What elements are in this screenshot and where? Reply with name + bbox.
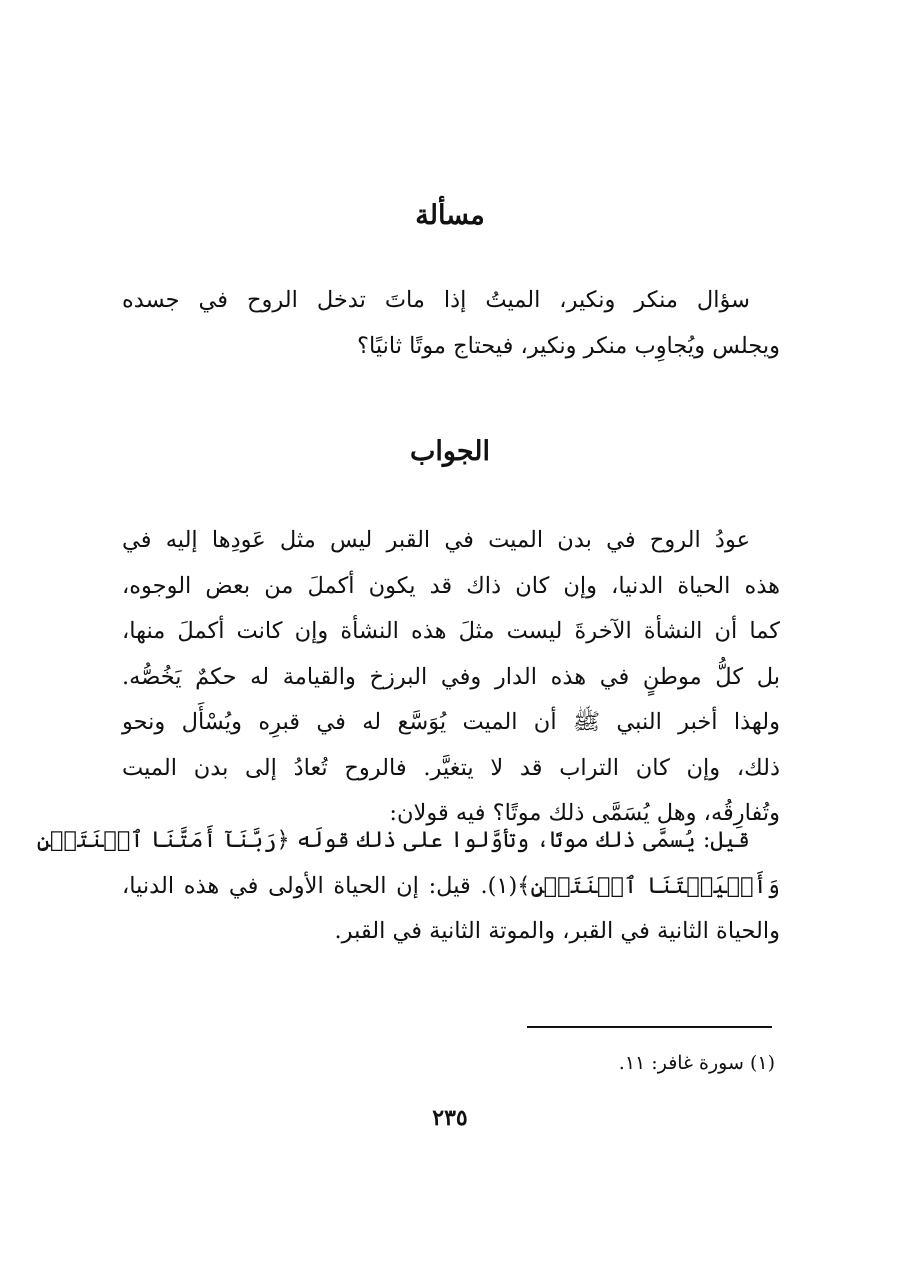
footnote: (١) سورة غافر: ١١. bbox=[618, 1052, 775, 1074]
answer-heading: الجواب bbox=[409, 436, 491, 467]
opinion-paragraph bbox=[36, 818, 780, 955]
footnote-separator bbox=[527, 1026, 772, 1028]
answer-paragraph bbox=[122, 518, 780, 837]
question-line: ويجلس ويُجاوِب منكر ونكير، فيحتاج موتًا ثانيًا؟ bbox=[357, 332, 780, 359]
answer-line: ولهذا أخبر النبي ﷺ أن الميت يُوَسَّع له في قبرِه ويُسْأَل ونحو bbox=[122, 709, 780, 735]
opinion-line: وَأَحۡيَيۡتَنَا ٱثۡنَتَيۡنِ﴾(١). قيل: إن الحياة الأولى في هذه الدنيا، bbox=[122, 872, 780, 899]
answer-line: ذلك، وإن كان التراب قد لا يتغيَّر. فالروح تُعادُ إلى بدن الميت bbox=[122, 754, 780, 781]
answer-line: وتُفارِقُه، وهل يُسَمَّى ذلك موتًا؟ فيه قولان: bbox=[389, 800, 780, 826]
opinion-line: والحياة الثانية في القبر، والموتة الثانية في القبر. bbox=[334, 918, 780, 944]
answer-line: بل كلُّ موطنٍ في هذه الدار وفي البرزخ والقيامة له حكمٌ يَخُصُّه. bbox=[122, 663, 780, 690]
answer-line: هذه الحياة الدنيا، وإن كان ذاك قد يكون أكملَ من بعض الوجوه، bbox=[122, 572, 780, 599]
question-line: سؤال منكر ونكير، الميتُ إذا ماتَ تدخل الروح في جسده bbox=[122, 287, 750, 313]
opinion-line: قيل: يُسمَّى ذلك موتًا، وتأوَّلوا على ذلك قولَه ﴿رَبَّنَآ أَمَتَّنَا ٱثۡنَتَيۡنِ bbox=[36, 827, 750, 853]
answer-line: كما أن النشأة الآخرةَ ليست مثلَ هذه النشأة وإن كانت أكملَ منها، bbox=[122, 618, 780, 644]
question-paragraph bbox=[122, 278, 780, 369]
page-number: ٢٣٥ bbox=[432, 1105, 468, 1131]
question-heading: مسألة bbox=[415, 200, 485, 231]
answer-line: عودُ الروح في بدن الميت في القبر ليس مثل عَودِها إليه في bbox=[122, 527, 750, 553]
